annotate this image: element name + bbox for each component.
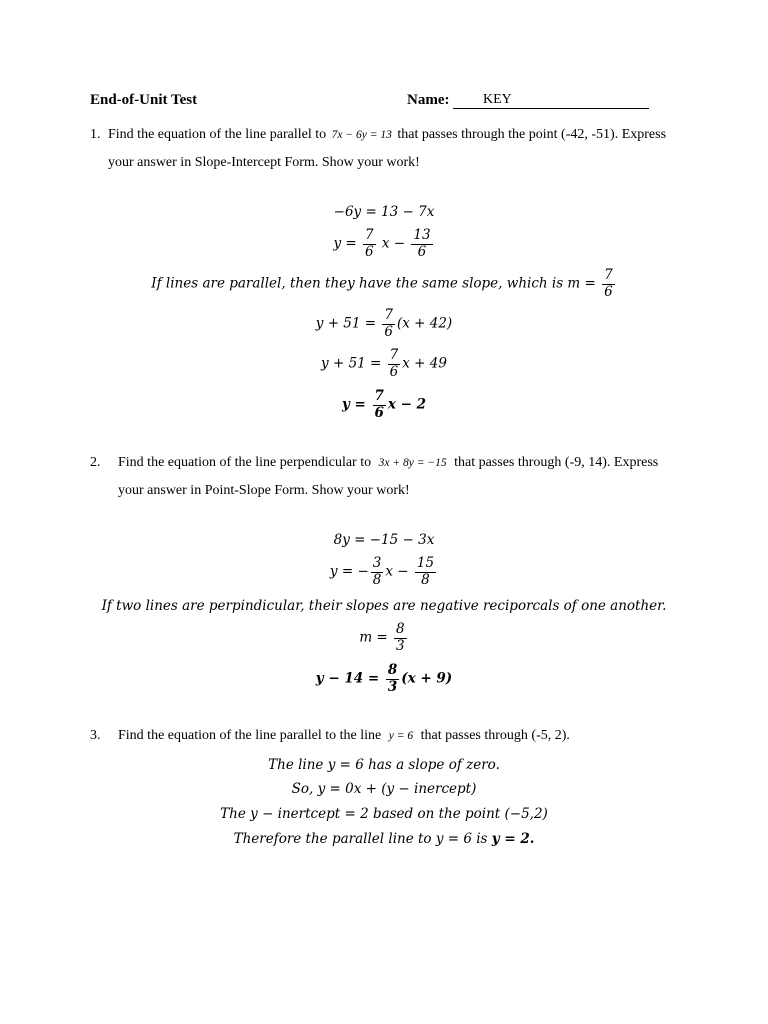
q3-line4: Therefore the parallel line to y = 6 is y = 2. xyxy=(233,831,535,847)
q1-inline-equation: 7x − 6y = 13 xyxy=(331,129,392,141)
q1-number: 1. xyxy=(90,127,101,142)
q1-text-b: that passes through the point (-42, -51). Express xyxy=(397,127,667,142)
q1-prompt-line2: your answer in Slope-Intercept Form. Show your work! xyxy=(108,155,420,170)
name-label: Name: xyxy=(407,92,450,108)
q2-step2: y = − $\frac{3}{8}$ x − $\frac{15}{8}$ xyxy=(329,555,435,588)
q3-line2: So, y = 0x + (y − inercept) xyxy=(291,781,477,797)
q1-step3: If lines are parallel, then they have the same slope, which is m = $\frac{7}{6}$ xyxy=(151,267,613,300)
q1-step4: y + 51 = $\frac{7}{6}$ (x + 42) xyxy=(315,307,453,340)
q3-prompt-line1 xyxy=(118,728,570,744)
q2-inline-equation: 3x + 8y = −15 xyxy=(378,457,447,469)
q1-text-a: Find the equation of the line parallel to xyxy=(108,127,327,142)
q1-step1: −6y = 13 − 7x xyxy=(333,204,435,220)
q2-step3: If two lines are perpindicular, their slopes are negative reciporcals of one another. xyxy=(101,598,667,614)
q3-text-b: that passes through (-5, 2). xyxy=(420,728,570,743)
q3-number: 3. xyxy=(90,728,101,743)
q2-number: 2. xyxy=(90,455,101,470)
q3-line3: The y − inertcept = 2 based on the point (−5,2) xyxy=(220,806,548,822)
q2-prompt-line2: your answer in Point-Slope Form. Show your work! xyxy=(118,483,410,498)
name-value: KEY xyxy=(483,92,512,107)
q3-answer: y = 2. xyxy=(491,831,535,847)
q1-step5: y + 51 = $\frac{7}{6}$ x + 49 xyxy=(321,347,447,380)
q3-line1: The line y = 6 has a slope of zero. xyxy=(268,757,500,773)
q2-step4: m = $\frac{8}{3}$ xyxy=(359,621,405,654)
q2-text-b: that passes through (-9, 14). Express xyxy=(454,455,659,470)
q2-step1: 8y = −15 − 3x xyxy=(333,532,435,548)
test-title: End-of-Unit Test xyxy=(90,92,198,108)
q1-step2: y = $\frac{7}{6}$ x − $\frac{13}{6}$ xyxy=(333,227,431,260)
q2-text-a: Find the equation of the line perpendicular to xyxy=(118,455,372,470)
name-field xyxy=(453,92,649,109)
q2-answer: y − 14 = $\frac{8}{3}$ (x + 9) xyxy=(315,662,453,695)
q1-answer: y = $\frac{7}{6}$ x − 2 xyxy=(341,388,427,421)
q1-prompt-line1 xyxy=(108,127,666,143)
q3-text-a: Find the equation of the line parallel to the line xyxy=(118,728,382,743)
q3-inline-equation: y = 6 xyxy=(388,730,414,742)
q2-prompt-line1 xyxy=(118,455,658,471)
